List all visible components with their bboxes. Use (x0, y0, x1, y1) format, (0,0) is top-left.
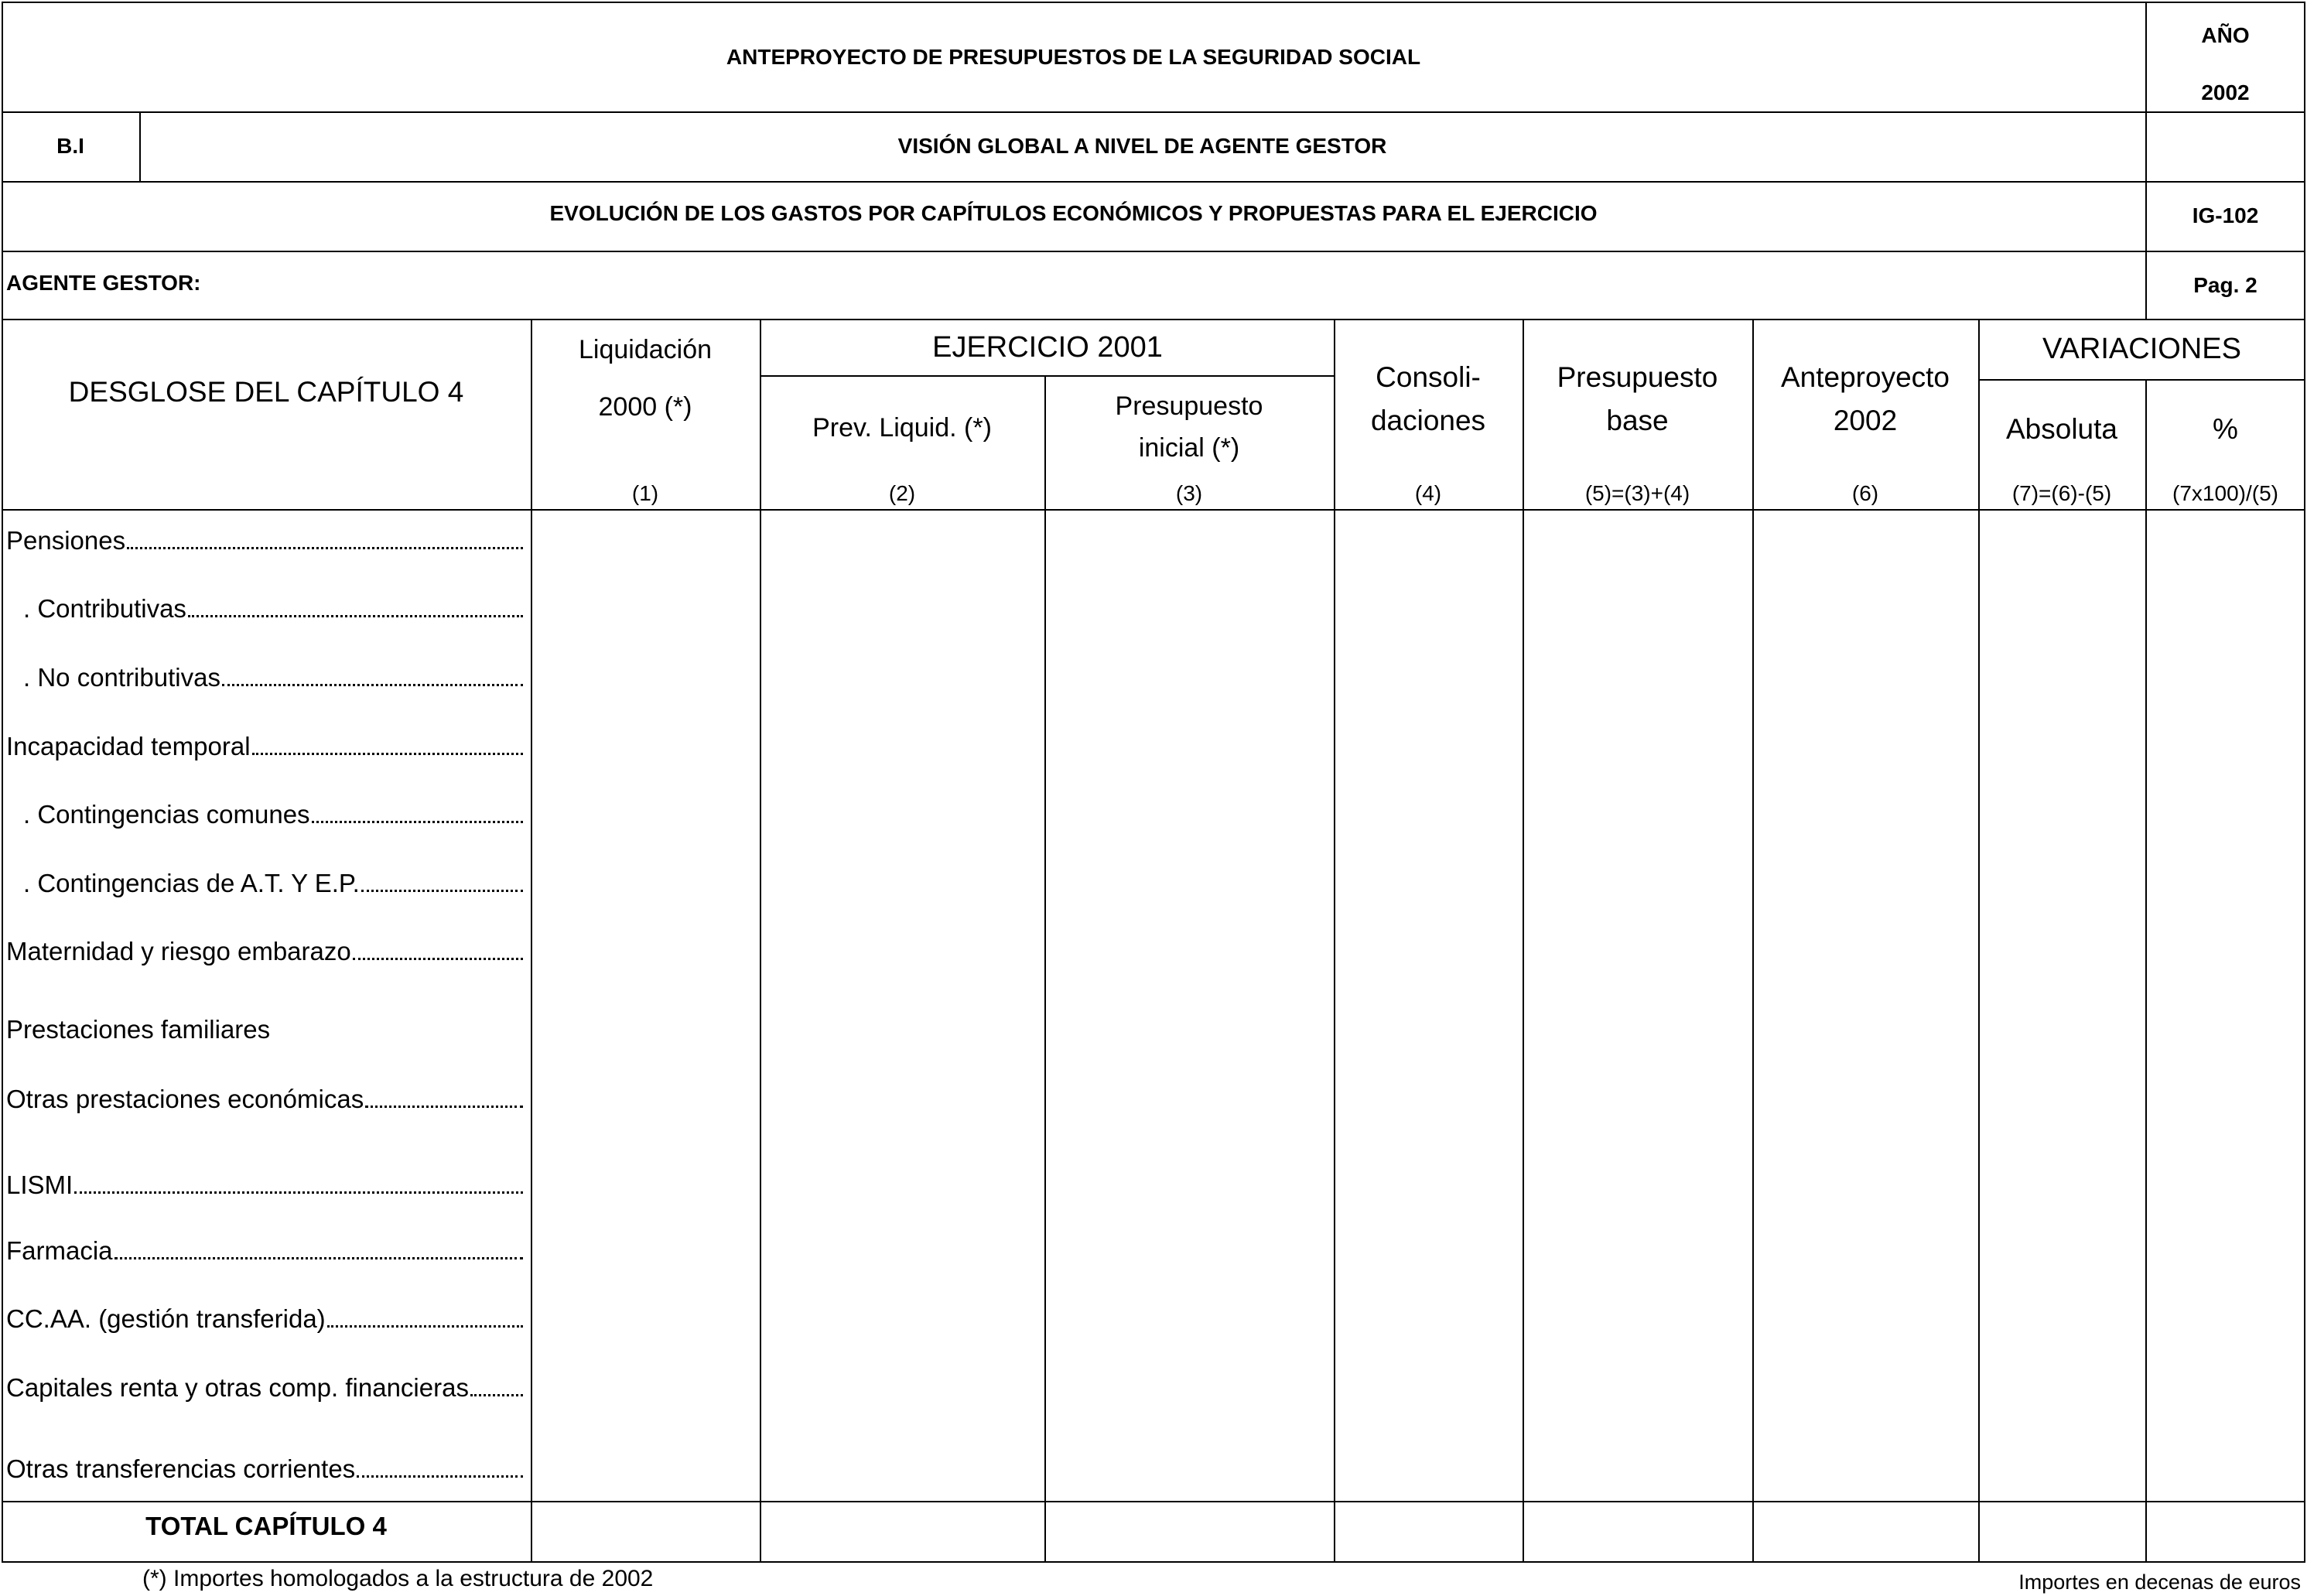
variaciones-separator (1978, 379, 2305, 381)
table-row (6, 1080, 523, 1114)
presupuesto-inicial-header-line1: Presupuesto (1115, 391, 1263, 421)
table-row (23, 590, 523, 624)
row-label: Farmacia (6, 1236, 113, 1265)
liquidacion-header-line2: 2000 (*) (598, 392, 692, 422)
table-row (6, 1300, 523, 1334)
column-line (2145, 379, 2147, 1563)
leader-dots (114, 1257, 523, 1259)
row-label: Capitales renta y otras comp. financieras (6, 1373, 469, 1402)
liquidacion-header-line1: Liquidación (578, 335, 713, 364)
table-row (6, 1010, 523, 1044)
presupuesto-inicial-header-line2: inicial (*) (1138, 433, 1240, 463)
section-title: VISIÓN GLOBAL A NIVEL DE AGENTE GESTOR (897, 134, 1387, 158)
page-number: Pag. 2 (2193, 273, 2257, 297)
table-row (23, 795, 523, 829)
row-label: LISMI (6, 1171, 73, 1199)
leader-dots (312, 821, 523, 823)
year-label: AÑO (2201, 23, 2250, 47)
presupuesto-base-header-line1: Presupuesto (1557, 361, 1718, 393)
consolidaciones-header-line1: Consoli- (1376, 361, 1481, 393)
column-line (1044, 375, 1046, 1563)
variaciones-header: VARIACIONES (2042, 333, 2241, 365)
table-row (6, 1166, 523, 1200)
column-number: (4) (1414, 481, 1442, 505)
footer-units: Importes en decenas de euros (2018, 1570, 2301, 1594)
leader-dots (74, 1191, 523, 1194)
table-row (6, 1450, 523, 1484)
agent-box (2, 251, 2305, 320)
leader-dots (361, 890, 523, 892)
column-number: (1) (631, 481, 659, 505)
row-label: . Contributivas (23, 594, 186, 623)
table-row (6, 727, 523, 761)
row-label: . No contributivas (23, 663, 220, 692)
leader-dots (252, 753, 523, 755)
column-number: (6) (1851, 481, 1879, 505)
row-label: Prestaciones familiares (6, 1015, 271, 1044)
ejercicio-header: EJERCICIO 2001 (932, 331, 1163, 364)
section-code: B.I (56, 134, 84, 158)
leader-dots (365, 1106, 523, 1108)
desglose-header: DESGLOSE DEL CAPÍTULO 4 (68, 376, 464, 408)
total-separator (2, 1501, 2305, 1502)
column-number: (2) (888, 481, 916, 505)
row-label: Incapacidad temporal (6, 732, 251, 760)
leader-dots (357, 1475, 523, 1478)
leader-dots (222, 684, 523, 686)
table-row (23, 864, 523, 898)
form-code: IG-102 (2192, 203, 2259, 227)
anteproyecto-header-line1: Anteproyecto (1780, 361, 1950, 393)
page-title: ANTEPROYECTO DE PRESUPUESTOS DE LA SEGURIDAD SOCIAL (726, 45, 1421, 69)
row-label: . Contingencias comunes (23, 800, 310, 829)
ejercicio-separator (760, 375, 1335, 377)
presupuesto-base-header-line2: base (1606, 405, 1669, 436)
table-row (6, 1232, 523, 1266)
anteproyecto-header-line2: 2002 (1833, 405, 1898, 436)
row-label: . Contingencias de A.T. Y E.P. (23, 869, 360, 897)
absoluta-header: Absoluta (2006, 413, 2117, 445)
percent-header: % (2213, 413, 2238, 445)
leader-dots (327, 1325, 523, 1328)
table-row (23, 658, 523, 692)
column-number: (5)=(3)+(4) (1584, 481, 1690, 505)
leader-dots (353, 958, 523, 960)
leader-dots (188, 615, 523, 617)
agent-label: AGENTE GESTOR: (6, 271, 201, 295)
row-label: Otras transferencias corrientes (6, 1454, 356, 1483)
leader-dots (470, 1394, 523, 1396)
leader-dots (127, 547, 523, 549)
footer-note: (*) Importes homologados a la estructura de 2002 (142, 1566, 654, 1591)
row-label: Otras prestaciones económicas (6, 1085, 364, 1113)
table-row (6, 1369, 523, 1403)
row-label: Maternidad y riesgo embarazo (6, 937, 351, 965)
row-label: CC.AA. (gestión transferida) (6, 1304, 326, 1333)
year-value: 2002 (2201, 80, 2250, 104)
total-label: TOTAL CAPÍTULO 4 (145, 1512, 387, 1540)
subtitle: EVOLUCIÓN DE LOS GASTOS POR CAPÍTULOS ECONÓMICOS Y PROPUESTAS PARA EL EJERCICIO (549, 201, 1598, 225)
consolidaciones-header-line2: daciones (1370, 405, 1486, 436)
row-label: Pensiones (6, 526, 126, 555)
table-row (6, 521, 523, 555)
column-number: (7x100)/(5) (2172, 481, 2278, 505)
prev-liquid-header: Prev. Liquid. (*) (812, 413, 992, 443)
table-row (6, 932, 523, 966)
header-separator (2, 509, 2305, 511)
column-number: (7)=(6)-(5) (2011, 481, 2112, 505)
column-number: (3) (1175, 481, 1203, 505)
